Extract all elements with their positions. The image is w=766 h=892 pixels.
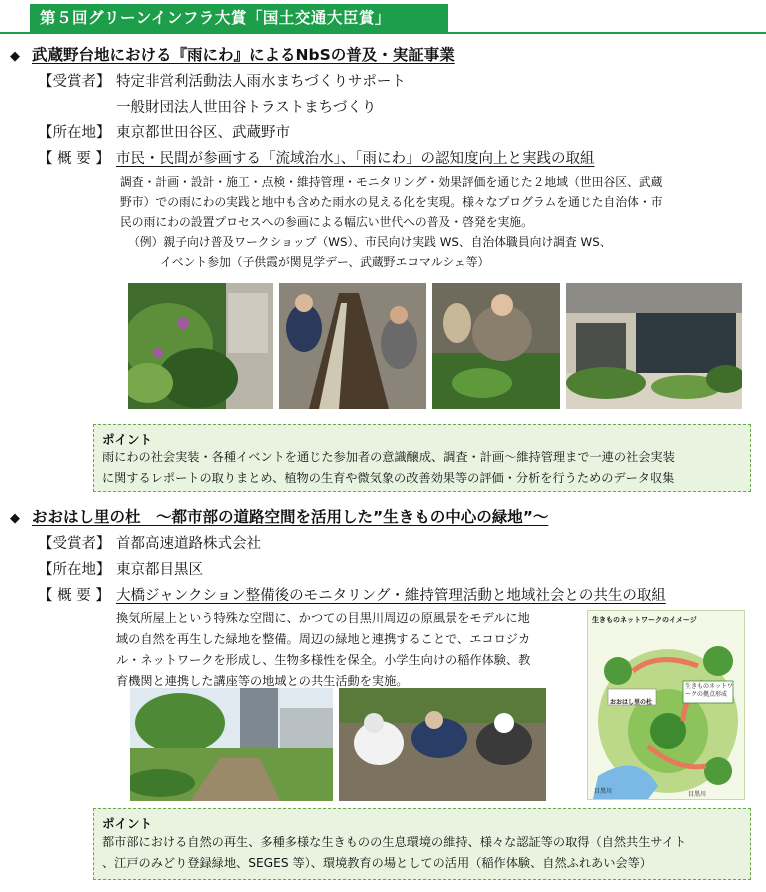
photo-rain-garden-building <box>566 283 742 409</box>
photo-rice-planting <box>339 688 546 801</box>
section1-title: ◆ 武蔵野台地における『雨にわ』によるNbSの普及・実証事業 <box>10 46 455 64</box>
section1-summary-row: 【 概 要 】 市民・民間が参画する「流域治水」、「雨にわ」の認知度向上と実践の取組 <box>38 151 595 167</box>
section2-summary-row: 【 概 要 】 大橋ジャンクション整備後のモニタリング・維持管理活動と地域社会との共生の取組 <box>38 588 666 604</box>
section2-title: ◆ おおはし里の杜 ～都市部の道路空間を活用した”生きもの中心の緑地”～ <box>10 508 549 526</box>
diamond-bullet-icon: ◆ <box>10 49 20 64</box>
banner-rule <box>0 32 766 34</box>
photo-planting-volunteers <box>432 283 560 409</box>
photo-workshop-trench <box>279 283 426 409</box>
award-banner: 第５回グリーンインフラ大賞「国土交通大臣賞」 <box>30 4 448 32</box>
section1-description: 調査・計画・設計・施工・点検・維持管理・モニタリング・効果評価を通じた２地域（世田谷区、武蔵 野市）での雨にわの実践と地中も含めた雨水の見える化を実現。様々なプログラムを通じた自治体・市 民の雨にわの設置プロセスへの参画による幅広い世代への普及・啓発を実施。 （例）親子向け普及ワークショップ（WS）、市民向け実践 WS、自治体職員向け調査 WS、 イベント参加（子供霞が関見学デー、武蔵野エコマルシェ等） <box>120 175 663 269</box>
diamond-bullet-icon: ◆ <box>10 511 20 526</box>
photo-rain-garden-planting <box>128 283 273 409</box>
section2-awardee-row: 【受賞者】 首都高速道路株式会社 <box>38 536 261 552</box>
section2-location-row: 【所在地】 東京都目黒区 <box>38 562 203 578</box>
section1-point-box: ポイント 雨にわの社会実装・各種イベントを通じた参加者の意識醸成、調査・計画～維持管理まで一連の社会実装 に関するレポートの取りまとめ、植物の生育や微気象の改善効果等の評価・分析を行うためのデータ収集 <box>93 424 751 492</box>
ecological-network-diagram: 生きものネットワークのイメージ 目黒川 おおはし里の杜 生きものネットワークの拠点形成 目黒川 <box>587 610 745 800</box>
section2-point-box: ポイント 都市部における自然の再生、多種多様な生きものの生息環境の維持、様々な認証等の取得（自然共生サイト 、江戸のみどり登録緑地、SEGES 等）、環境教育の場としての活用（稲作体験、自然ふれあい会等） <box>93 808 751 880</box>
photo-rooftop-green-space <box>130 688 333 801</box>
section1-location-row: 【所在地】 東京都世田谷区、武蔵野市 <box>38 125 290 141</box>
section2-description: 換気所屋上という特殊な空間に、かつての目黒川周辺の原風景をモデルに地 域の自然を再生した緑地を整備。周辺の緑地と連携することで、エコロジカ ル・ネットワークを形成し、生物多様性を保全。小学生向けの稲作体験、教 育機関と連携した講座等の地域との共生活動を実施。 <box>116 611 531 688</box>
section1-awardee-row: 【受賞者】 特定非営利活動法人雨水まちづくりサポート <box>38 74 406 90</box>
section1-awardee-2: 一般財団法人世田谷トラストまちづくり <box>116 100 377 116</box>
